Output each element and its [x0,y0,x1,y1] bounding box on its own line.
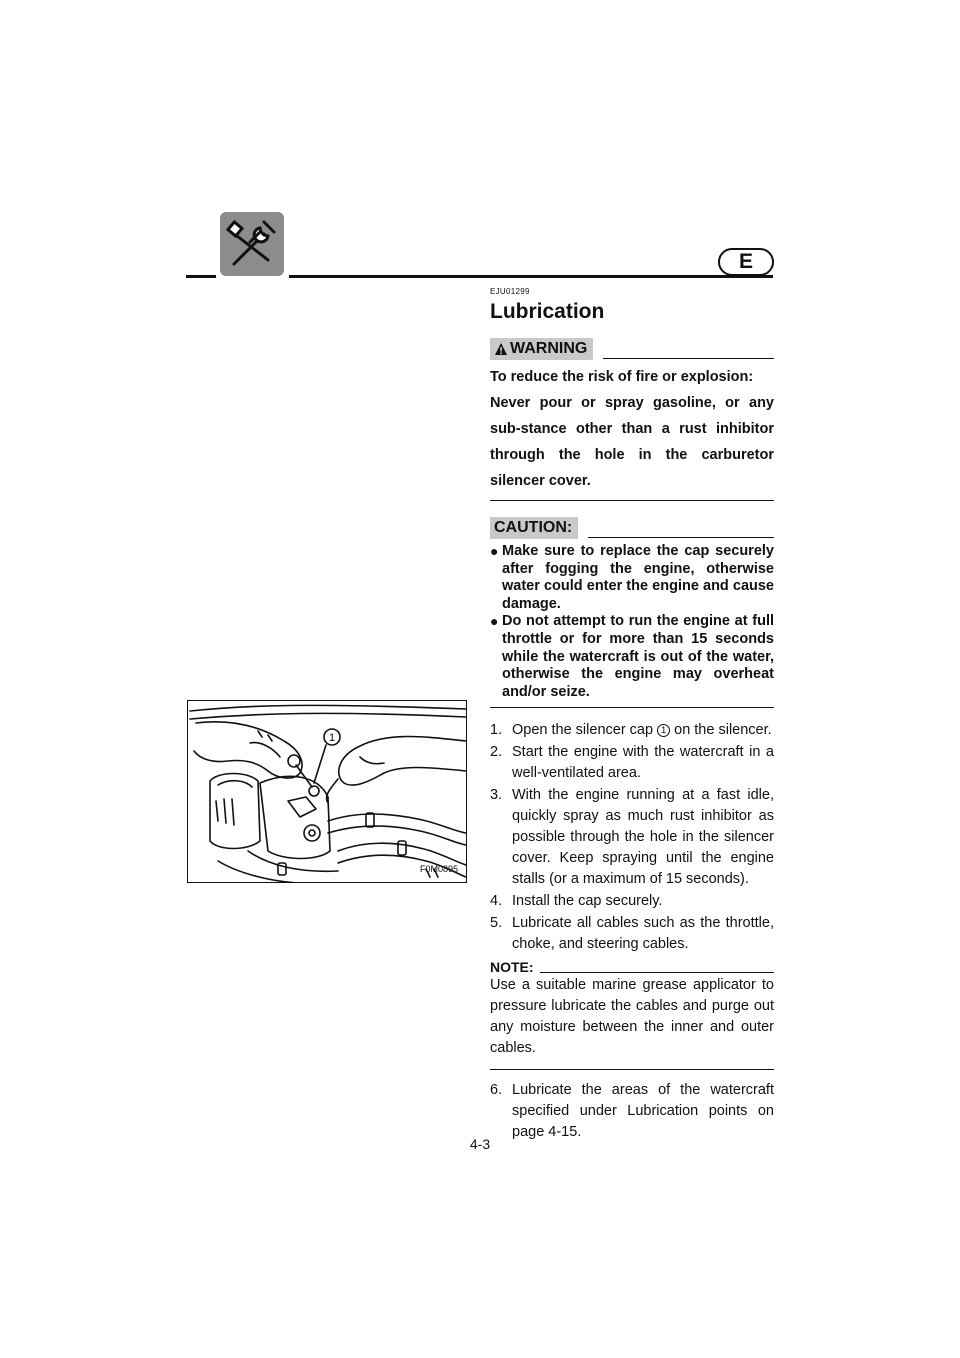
caution-label: CAUTION: [494,519,573,536]
caution-item-text: Make sure to replace the cap securely after fogging the engine, otherwise water could enter the engine and cause damage. [502,543,774,612]
step-text-part: Open the silencer cap [512,722,654,739]
caution-item-text: Do not attempt to run the engine at full throttle or for more than 15 seconds while the watercraft is out of the water, otherwise the engine may overheat and/or seize. [502,613,774,700]
caution-header [490,517,774,539]
page-number: 4-3 [469,1136,491,1152]
step-item [490,913,774,955]
note-end-rule [490,1069,774,1070]
warning-line: Never pour or spray gasoline, or any sub-stance other than a rust inhibitor through the hole in the carburetor silencer cover. [490,395,774,489]
warning-end-rule [490,500,774,501]
warning-label: WARNING [510,340,588,357]
bullet-icon: ● [490,613,499,630]
step-text [512,720,774,741]
step-number: 3. [490,787,503,804]
header-rule-right [289,275,773,278]
step-text: With the engine running at a fast idle, quickly spray as much rust inhibitor as possible through the hole in the silencer cover. Keep spraying until the engine stalls (or a maximum of 15 seconds). [512,787,774,888]
callout-marker: 1 [657,724,670,737]
note-header [490,959,774,975]
caution-rule [588,537,774,538]
step-number: 1. [490,722,503,739]
note-text: Use a suitable marine grease applicator to pressure lubricate the cables and purge out any moisture between the inner and outer cables. [490,977,774,1057]
figure-callout-1: 1 [328,732,336,744]
caution-item [490,613,774,701]
engine-illustration [187,700,467,883]
note-rule [540,972,774,973]
warning-rule [603,358,774,359]
step-item [490,891,774,912]
language-badge: E [718,248,774,276]
figure-code: F0M0895 [419,864,458,874]
warning-text [490,364,774,494]
step-text-part: on the silencer. [674,722,772,739]
step-item [490,742,774,784]
alert-triangle-icon [494,342,508,356]
caution-end-rule [490,707,774,708]
bullet-icon: ● [490,543,499,559]
section-code: EJU01299 [490,287,530,296]
content-column [490,287,774,1144]
caution-label-box [490,517,578,539]
step-text: Install the cap securely. [512,893,663,910]
procedure-steps [490,720,774,955]
step-text: Lubricate the areas of the watercraft specified under Lubrication points on page 4-15. [512,1082,774,1141]
section-title: Lubrication [490,300,605,323]
note-label: NOTE: [490,959,534,976]
step-number: 4. [490,893,503,910]
step-text: Start the engine with the watercraft in a well-ventilated area. [512,744,774,782]
procedure-steps-continued [490,1080,774,1143]
warning-header [490,338,774,360]
warning-label-box [490,338,593,360]
warning-line: To reduce the risk of fire or explosion: [490,369,754,385]
step-item [490,720,774,741]
caution-list [490,543,774,701]
step-text: Lubricate all cables such as the throttle, choke, and steering cables. [512,915,774,953]
step-item [490,1080,774,1143]
step-item [490,785,774,890]
maintenance-tools-icon [220,212,284,276]
step-number: 2. [490,744,503,761]
step-number: 5. [490,915,503,932]
caution-item [490,543,774,613]
step-number: 6. [490,1082,503,1099]
header-rule-left [186,275,216,278]
